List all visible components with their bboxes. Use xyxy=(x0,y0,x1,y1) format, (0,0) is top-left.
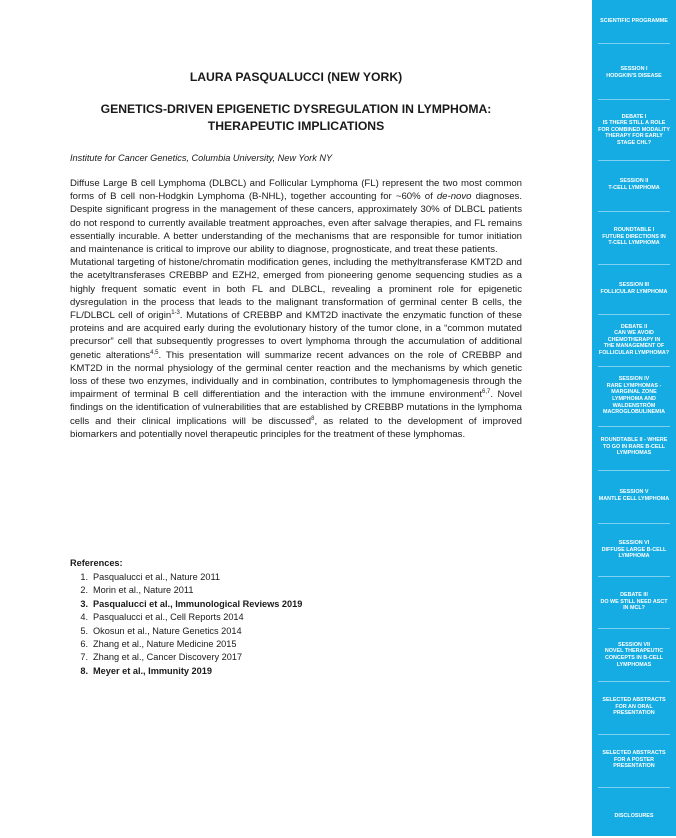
reference-item: 4. Pasqualucci et al., Cell Reports 2014 xyxy=(80,612,244,623)
reference-item: 8. Meyer et al., Immunity 2019 xyxy=(80,665,212,676)
title-line-1: GENETICS-DRIVEN EPIGENETIC DYSREGULATION IN LYMPHOMA: xyxy=(100,102,492,116)
author-heading: LAURA PASQUALUCCI (NEW YORK) xyxy=(189,70,403,84)
reference-item: 1. Pasqualucci et al., Nature 2011 xyxy=(80,572,221,582)
references-heading: References: xyxy=(70,558,123,568)
nav-divider xyxy=(598,470,670,471)
paragraph-1 xyxy=(70,177,522,256)
reference-item: 6. Zhang et al., Nature Medicine 2015 xyxy=(80,639,237,650)
nav-debate-2[interactable]: DEBATE II CAN WE AVOID CHEMOTHERAPY IN THE MANAGEMENT OF FOLLICULAR LYMPHOMA? xyxy=(598,323,670,356)
nav-disclosures[interactable]: DISCLOSURES xyxy=(614,812,654,819)
abstract-title xyxy=(70,101,522,135)
reference-item: 3. Pasqualucci et al., Immunological Reviews 2019 xyxy=(80,598,303,609)
nav-divider xyxy=(598,211,670,212)
nav-poster-abstracts[interactable]: SELECTED ABSTRACTS FOR A POSTER PRESENTATION xyxy=(602,750,666,770)
nav-divider xyxy=(598,99,670,100)
nav-session-3[interactable]: SESSION III FOLLICULAR LYMPHOMA xyxy=(600,282,668,295)
p1-text-a: Diffuse Large B cell Lymphoma (DLBCL) and Follicular Lymphoma (FL) represent the two most common forms of B cell non-Hodgkin Lymphoma (B-NHL), together accounting for ~60% of xyxy=(70,178,522,203)
nav-session-7[interactable]: SESSION VII NOVEL THERAPEUTIC CONCEPTS IN B-CELL LYMPHOMAS xyxy=(604,641,664,668)
nav-roundtable-2[interactable]: ROUNDTABLE II - WHERE TO GO IN RARE B-CELL LYMPHOMAS xyxy=(600,437,668,457)
nav-divider xyxy=(598,523,670,524)
p2-text-b: . Mutations of CREBBP and KMT2D inactivate the enzymatic function of these proteins and are acquired early during the evolutionary history of the tumor clone, in a “common mutated precursor” cell that subsequently progresses to overt lymphoma through the accumulation of additional genetic alterations xyxy=(70,310,522,361)
citation-superscript: 4,5 xyxy=(150,349,159,356)
nav-session-4[interactable]: SESSION IV RARE LYMPHOMAS - MARGINAL ZONE LYMPHOMA AND WALDENSTRÖM MACROGLOBULINEMIA xyxy=(603,376,665,416)
p2-text-e: , as related to the development of improved biomarkers and potentially novel therapeutic principles for the treatment of these lymphomas. xyxy=(70,415,522,440)
nav-divider xyxy=(598,787,670,788)
nav-divider xyxy=(598,734,670,735)
nav-debate-1[interactable]: DEBATE I IS THERE STILL A ROLE FOR COMBINED MODALITY THERAPY FOR EARLY STAGE CHL? xyxy=(598,113,670,146)
citation-superscript: 1-3 xyxy=(171,309,180,316)
p2-text-d: . Novel findings on the identification of vulnerabilities that are established by CREBBP mutations in the lymphoma cells and their clinical implications will be discussed xyxy=(70,389,522,427)
reference-item: 2. Morin et al., Nature 2011 xyxy=(80,585,194,596)
nav-divider xyxy=(598,160,670,161)
nav-divider xyxy=(598,628,670,629)
nav-scientific-programme[interactable]: SCIENTIFIC PROGRAMME xyxy=(600,17,668,24)
nav-session-2[interactable]: SESSION II T-CELL LYMPHOMA xyxy=(608,178,660,191)
nav-session-1[interactable]: SESSION I HODGKIN'S DISEASE xyxy=(606,66,662,79)
p2-text-c: . This presentation will summarize recent advances on the role of CREBBP and KMT2D in the normal physiology of the germinal center reaction and the mechanisms by which genetic loss of these two enzymes, individually and in combination, contributes to lymphomagenesis through the impairment of terminal B cell differentiation and the interaction with the immune environment xyxy=(70,349,522,401)
programme-sidebar xyxy=(592,0,676,836)
nav-session-5[interactable]: SESSION V MANTLE CELL LYMPHOMA xyxy=(598,489,670,502)
paragraph-2 xyxy=(70,256,522,441)
nav-divider xyxy=(598,576,670,577)
reference-item: 5. Okosun et al., Nature Genetics 2014 xyxy=(80,625,242,636)
references-list xyxy=(70,571,302,678)
citation-superscript: 8 xyxy=(311,415,315,422)
nav-divider xyxy=(598,426,670,427)
nav-divider xyxy=(598,264,670,265)
p1-text-b: diagnoses. Despite significant progress in the management of these cancers, approximately 30% of DLBCL patients do not respond to currently available treatment approaches, even after salvage therapies, and FL remains essentially incurable. A better understanding of the mechanisms that are responsible for tumor initiation and maintenance is critical to improve our ability to diagnose, prognosticate, and treat these patients. xyxy=(70,191,522,256)
nav-oral-abstracts[interactable]: SELECTED ABSTRACTS FOR AN ORAL PRESENTATION xyxy=(602,697,666,717)
abstract-body xyxy=(70,177,522,441)
nav-divider xyxy=(598,314,670,315)
title-line-2: THERAPEUTIC IMPLICATIONS xyxy=(207,119,385,133)
citation-superscript: 6,7 xyxy=(482,389,491,396)
nav-session-6[interactable]: SESSION VI DIFFUSE LARGE B-CELL LYMPHOMA xyxy=(601,540,667,560)
nav-divider xyxy=(598,681,670,682)
nav-debate-3[interactable]: DEBATE III DO WE STILL NEED ASCT IN MCL? xyxy=(600,592,668,612)
nav-roundtable-1[interactable]: ROUNDTABLE I FUTURE DIRECTIONS IN T-CELL LYMPHOMA xyxy=(602,227,666,247)
p1-italic: de-novo xyxy=(436,191,472,203)
affiliation: Institute for Cancer Genetics, Columbia University, New York NY xyxy=(70,153,333,163)
nav-divider xyxy=(598,43,670,44)
reference-item: 7. Zhang et al., Cancer Discovery 2017 xyxy=(80,652,243,663)
p2-text-a: Mutational targeting of histone/chromatin modification genes, including the methyltransferase KMT2D and the acetyltransferases CREBBP and EZH2, emerged from pioneering genome sequencing studies as a highly frequent somatic event in both FL and DLBCL, revealing a prominent role for epigenetic dysregulation in the process that leads to the malignant transformation of germinal center B cells, the FL/DLBCL cell of origin xyxy=(70,257,522,322)
